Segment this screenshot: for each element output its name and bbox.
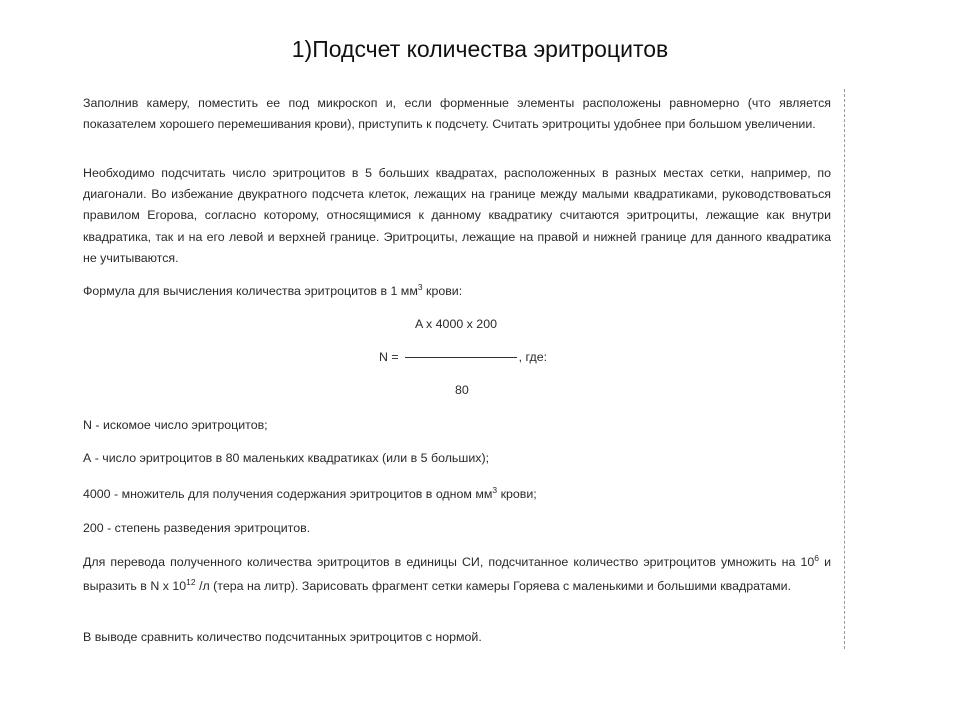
si-text-2: и выразить в N x 10	[83, 555, 831, 593]
slide-title: 1)Подсчет количества эритроцитов	[291, 36, 669, 62]
formula-intro	[83, 281, 831, 302]
si-text-3: /л (тера на литр). Зарисовать фрагмент сетки камеры Горяева с маленькими и большими квадратами.	[195, 579, 792, 593]
formula-intro-end: крови:	[422, 284, 463, 298]
definition-200: 200 - степень разведения эритроцитов.	[83, 521, 311, 535]
formula-n-prefix: N =	[379, 350, 399, 364]
si-text-1: Для перевода полученного количества эритроцитов в единицы СИ, подсчитанное количество эритроцитов умножить на 10	[83, 555, 815, 569]
definition-4000-text: 4000 - множитель для получения содержания эритроцитов в одном мм	[83, 487, 493, 501]
paragraph-counting-rule: Необходимо подсчитать число эритроцитов в 5 больших квадратах, расположенных в разных местах сетки, например, по диагонали. Во избежание двукратного подсчета клеток, лежащих на границе между малыми квадратиками, руководствоваться правилом Егорова, согласно которому, относящимися к данному квадратику считаются эритроциты, лежащие как внутри квадратика, так и на его левой и верхней границе. Эритроциты, лежащие на правой и нижней границе для данного квадратика не учитываются.	[83, 166, 831, 265]
si-sup-2: 12	[186, 577, 196, 587]
formula-n-suffix: , где:	[518, 350, 548, 364]
formula-numerator: A x 4000 x 200	[415, 317, 497, 331]
definition-4000	[83, 484, 831, 505]
document-page	[66, 89, 845, 649]
paragraph-si-units	[83, 550, 831, 598]
formula-intro-sup: 3	[417, 282, 423, 292]
paragraph-conclusion: В выводе сравнить количество подсчитанных эритроцитов с нормой.	[83, 630, 482, 644]
definition-n: N - искомое число эритроцитов;	[83, 418, 268, 432]
formula-denominator: 80	[455, 383, 469, 397]
formula-intro-text: Формула для вычисления количества эритроцитов в 1 мм	[83, 284, 418, 298]
definition-4000-end: крови;	[497, 487, 537, 501]
fraction-rule	[405, 357, 517, 358]
definition-a: А - число эритроцитов в 80 маленьких квадратиках (или в 5 больших);	[83, 451, 490, 465]
paragraph-fill-chamber: Заполнив камеру, поместить ее под микроскоп и, если форменные элементы расположены равномерно (что является показателем хорошего перемешивания крови), приступить к подсчету. Считать эритроциты удобнее при большом увеличении.	[83, 96, 831, 132]
si-sup-1: 6	[814, 553, 819, 563]
definition-4000-sup: 3	[492, 485, 498, 495]
formula-main-line	[379, 348, 547, 366]
